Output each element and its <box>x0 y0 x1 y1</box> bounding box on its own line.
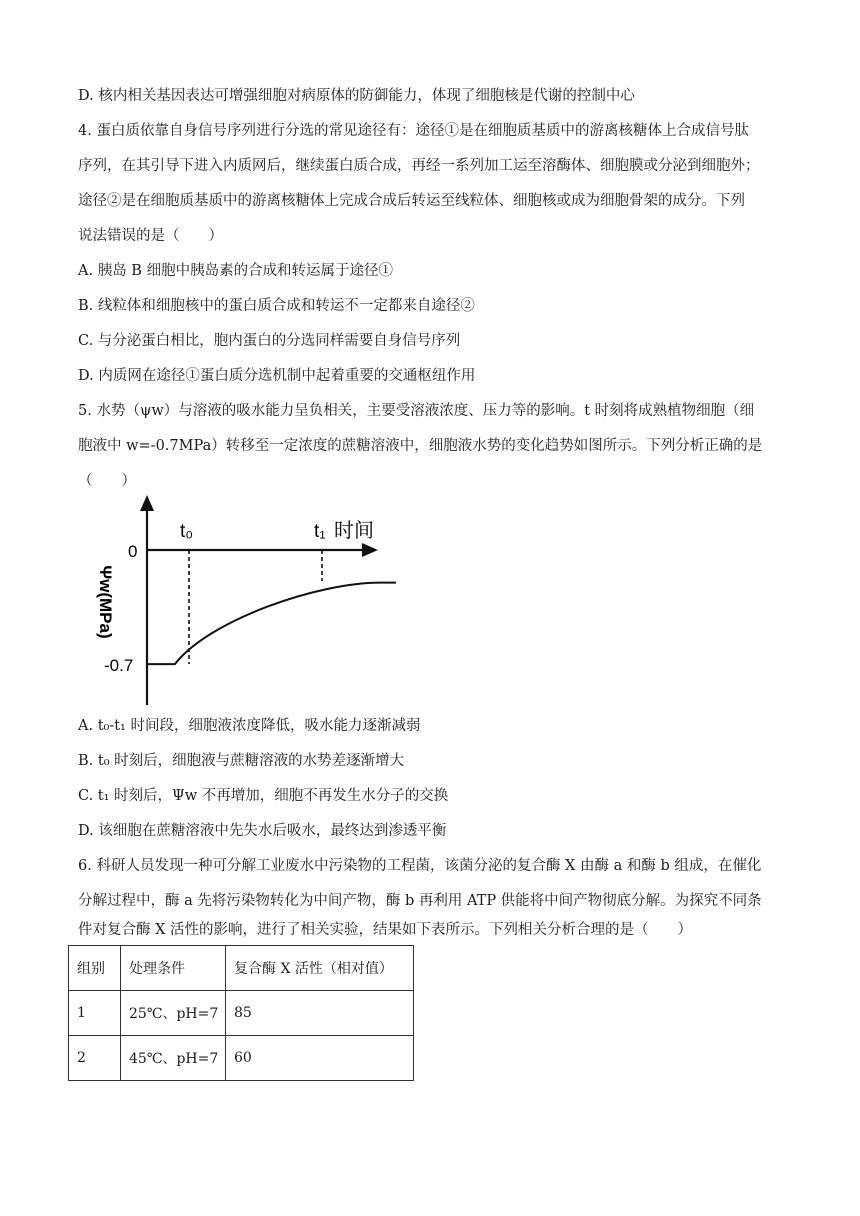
question-4-line-2: 序列，在其引导下进入内质网后，继续蛋白质合成，再经一系列加工运至溶酶体、细胞膜或分泌到细胞外； <box>78 158 760 174</box>
option-5d: D. 该细胞在蔗糖溶液中先失水后吸水，最终达到渗透平衡 <box>78 823 447 839</box>
question-6-line-3: 件对复合酶 X 活性的影响，进行了相关实验，结果如下表所示。下列相关分析合理的是（ ） <box>78 922 693 938</box>
y-axis-label: Ψw(MPa) <box>96 565 115 639</box>
table-row <box>69 1036 414 1081</box>
table-cell: 85 <box>226 991 414 1036</box>
x-axis-label: 时间 <box>334 518 374 542</box>
table-header-cell: 处理条件 <box>121 946 226 991</box>
x-axis-arrow <box>362 543 378 557</box>
t1-label: t₁ <box>314 521 326 542</box>
text-line-1: D. 核内相关基因表达可增强细胞对病原体的防御能力，体现了细胞核是代谢的控制中心 <box>78 88 635 104</box>
table-cell: 2 <box>69 1036 121 1081</box>
option-4c: C. 与分泌蛋白相比，胞内蛋白的分选同样需要自身信号序列 <box>78 333 461 349</box>
t0-label: t₀ <box>180 521 194 542</box>
question-4-line-1: 4. 蛋白质依靠自身信号序列进行分选的常见途径有：途径①是在细胞质基质中的游离核糖体上合成信号肽 <box>78 123 749 139</box>
table-header-row <box>69 946 414 991</box>
table-cell: 45℃、pH=7 <box>121 1036 226 1081</box>
question-5-line-1: 5. 水势（ψw）与溶液的吸水能力呈负相关，主要受溶液浓度、压力等的影响。t 时刻将成熟植物细胞（细 <box>78 403 755 419</box>
water-potential-chart <box>76 490 396 712</box>
question-6-line-1: 6. 科研人员发现一种可分解工业废水中污染物的工程菌，该菌分泌的复合酶 X 由酶 a 和酶 b 组成，在催化 <box>78 858 762 874</box>
question-4-line-3: 途径②是在细胞质基质中的游离核糖体上完成合成后转运至线粒体、细胞核或成为细胞骨架的成分。下列 <box>78 193 745 209</box>
table-header-cell: 复合酶 X 活性（相对值） <box>226 946 414 991</box>
option-5b: B. t₀ 时刻后，细胞液与蔗糖溶液的水势差逐渐增大 <box>78 753 405 769</box>
series-line <box>147 583 396 665</box>
option-4a: A. 胰岛 B 细胞中胰岛素的合成和转运属于途径① <box>78 263 394 279</box>
table-cell: 60 <box>226 1036 414 1081</box>
option-4b: B. 线粒体和细胞核中的蛋白质合成和转运不一定都来自途径② <box>78 298 475 314</box>
option-5a: A. t₀-t₁ 时间段，细胞液浓度降低，吸水能力逐渐减弱 <box>78 718 421 734</box>
table-cell: 25℃、pH=7 <box>121 991 226 1036</box>
question-5-line-2: 胞液中 w=-0.7MPa）转移至一定浓度的蔗糖溶液中，细胞液水势的变化趋势如图所示。下列分析正确的是 <box>78 438 763 454</box>
enzyme-activity-table <box>68 945 414 1081</box>
table-header-cell: 组别 <box>69 946 121 991</box>
y-zero-label: 0 <box>128 542 138 561</box>
option-5c: C. t₁ 时刻后，Ψw 不再增加，细胞不再发生水分子的交换 <box>78 788 449 804</box>
question-6-line-2: 分解过程中，酶 a 先将污染物转化为中间产物，酶 b 再利用 ATP 供能将中间产物彻底分解。为探究不同条 <box>78 893 762 909</box>
table-row <box>69 991 414 1036</box>
y-bottom-label: -0.7 <box>104 656 134 675</box>
option-4d: D. 内质网在途径①蛋白质分选机制中起着重要的交通枢纽作用 <box>78 368 476 384</box>
question-5-line-3: （ ） <box>78 473 136 489</box>
question-4-line-4: 说法错误的是（ ） <box>78 228 223 244</box>
y-axis-arrow <box>140 495 154 511</box>
table-cell: 1 <box>69 991 121 1036</box>
